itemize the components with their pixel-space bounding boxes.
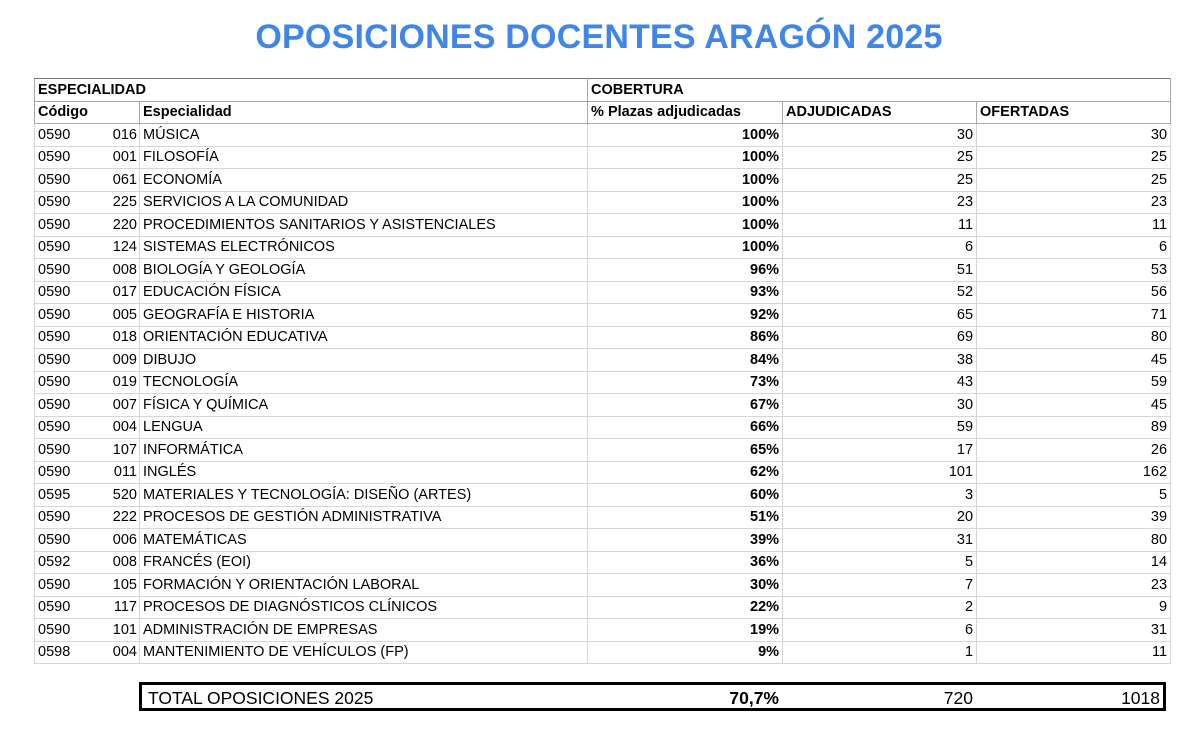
cell-especialidad: ECONOMÍA (140, 169, 588, 192)
cell-cuerpo: 0590 (35, 416, 104, 439)
cell-ofertadas: 162 (977, 461, 1171, 484)
cell-especialidad: FRANCÉS (EOI) (140, 551, 588, 574)
cell-cuerpo: 0590 (35, 259, 104, 282)
cell-adjudicadas: 3 (783, 484, 977, 507)
cell-cuerpo: 0595 (35, 484, 104, 507)
cell-pct: 30% (588, 574, 783, 597)
total-adjudicadas: 720 (943, 688, 973, 708)
cell-codigo: 018 (104, 326, 140, 349)
cell-ofertadas: 45 (977, 394, 1171, 417)
cell-pct: 39% (588, 529, 783, 552)
cell-ofertadas: 45 (977, 349, 1171, 372)
table-row (35, 529, 1171, 552)
cell-ofertadas: 71 (977, 304, 1171, 327)
cell-especialidad: FORMACIÓN Y ORIENTACIÓN LABORAL (140, 574, 588, 597)
cell-cuerpo: 0590 (35, 169, 104, 192)
cell-especialidad: TECNOLOGÍA (140, 371, 588, 394)
cell-pct: 100% (588, 169, 783, 192)
cell-cuerpo: 0590 (35, 461, 104, 484)
cell-pct: 100% (588, 146, 783, 169)
cell-codigo: 520 (104, 484, 140, 507)
cell-adjudicadas: 5 (783, 551, 977, 574)
cell-ofertadas: 11 (977, 641, 1171, 664)
cell-ofertadas: 31 (977, 619, 1171, 642)
cell-pct: 22% (588, 596, 783, 619)
cell-codigo: 006 (104, 529, 140, 552)
cell-ofertadas: 89 (977, 416, 1171, 439)
total-pct: 70,7% (729, 688, 779, 708)
table-row (35, 574, 1171, 597)
cell-pct: 92% (588, 304, 783, 327)
cell-pct: 100% (588, 191, 783, 214)
cell-codigo: 008 (104, 259, 140, 282)
table-row (35, 551, 1171, 574)
table-row (35, 641, 1171, 664)
table-row (35, 439, 1171, 462)
cell-codigo: 004 (104, 416, 140, 439)
cell-especialidad: LENGUA (140, 416, 588, 439)
cell-especialidad: INGLÉS (140, 461, 588, 484)
cell-pct: 62% (588, 461, 783, 484)
table-row (35, 281, 1171, 304)
cell-cuerpo: 0590 (35, 214, 104, 237)
cell-cuerpo: 0590 (35, 506, 104, 529)
cell-especialidad: ADMINISTRACIÓN DE EMPRESAS (140, 619, 588, 642)
col-codigo-header: Código (35, 101, 140, 124)
cell-especialidad: BIOLOGÍA Y GEOLOGÍA (140, 259, 588, 282)
cell-codigo: 004 (104, 641, 140, 664)
cell-especialidad: MANTENIMIENTO DE VEHÍCULOS (FP) (140, 641, 588, 664)
cell-codigo: 008 (104, 551, 140, 574)
cell-cuerpo: 0590 (35, 304, 104, 327)
cell-codigo: 101 (104, 619, 140, 642)
cell-especialidad: INFORMÁTICA (140, 439, 588, 462)
cell-codigo: 105 (104, 574, 140, 597)
cell-especialidad: FÍSICA Y QUÍMICA (140, 394, 588, 417)
table-row (35, 506, 1171, 529)
cell-codigo: 222 (104, 506, 140, 529)
cell-ofertadas: 25 (977, 146, 1171, 169)
table-body (35, 79, 1171, 664)
header-row-columns (35, 101, 1171, 124)
cell-adjudicadas: 11 (783, 214, 977, 237)
cell-adjudicadas: 38 (783, 349, 977, 372)
cell-ofertadas: 5 (977, 484, 1171, 507)
cell-ofertadas: 25 (977, 169, 1171, 192)
table-row (35, 394, 1171, 417)
cell-cuerpo: 0590 (35, 439, 104, 462)
cell-ofertadas: 80 (977, 326, 1171, 349)
cell-especialidad: FILOSOFÍA (140, 146, 588, 169)
cell-cuerpo: 0590 (35, 326, 104, 349)
cell-cuerpo: 0590 (35, 371, 104, 394)
cell-adjudicadas: 25 (783, 169, 977, 192)
col-pct-header: % Plazas adjudicadas (588, 101, 783, 124)
col-especialidad-header: Especialidad (140, 101, 588, 124)
table-row (35, 349, 1171, 372)
cell-especialidad: PROCEDIMIENTOS SANITARIOS Y ASISTENCIALES (140, 214, 588, 237)
cell-cuerpo: 0590 (35, 619, 104, 642)
cell-adjudicadas: 51 (783, 259, 977, 282)
cell-especialidad: DIBUJO (140, 349, 588, 372)
cell-especialidad: PROCESOS DE DIAGNÓSTICOS CLÍNICOS (140, 596, 588, 619)
cell-pct: 60% (588, 484, 783, 507)
total-row (139, 682, 1166, 711)
cell-pct: 96% (588, 259, 783, 282)
cell-ofertadas: 14 (977, 551, 1171, 574)
cell-pct: 100% (588, 236, 783, 259)
cell-especialidad: MATERIALES Y TECNOLOGÍA: DISEÑO (ARTES) (140, 484, 588, 507)
cell-codigo: 019 (104, 371, 140, 394)
cell-adjudicadas: 31 (783, 529, 977, 552)
cell-adjudicadas: 2 (783, 596, 977, 619)
cell-codigo: 001 (104, 146, 140, 169)
cell-codigo: 007 (104, 394, 140, 417)
cell-pct: 51% (588, 506, 783, 529)
cell-cuerpo: 0598 (35, 641, 104, 664)
cell-adjudicadas: 6 (783, 236, 977, 259)
cell-adjudicadas: 25 (783, 146, 977, 169)
cell-codigo: 016 (104, 124, 140, 147)
specialties-table (34, 78, 1171, 664)
cell-codigo: 017 (104, 281, 140, 304)
cell-adjudicadas: 69 (783, 326, 977, 349)
cell-adjudicadas: 6 (783, 619, 977, 642)
col-adjudicadas-header: ADJUDICADAS (783, 101, 977, 124)
cell-ofertadas: 6 (977, 236, 1171, 259)
cell-adjudicadas: 65 (783, 304, 977, 327)
table-row (35, 596, 1171, 619)
cell-pct: 9% (588, 641, 783, 664)
cell-especialidad: MÚSICA (140, 124, 588, 147)
cell-adjudicadas: 1 (783, 641, 977, 664)
cell-pct: 100% (588, 124, 783, 147)
cell-especialidad: MATEMÁTICAS (140, 529, 588, 552)
cell-adjudicadas: 7 (783, 574, 977, 597)
page-title: OPOSICIONES DOCENTES ARAGÓN 2025 (255, 18, 943, 56)
cell-cuerpo: 0590 (35, 146, 104, 169)
total-ofertadas: 1018 (1121, 688, 1160, 708)
cell-cuerpo: 0590 (35, 574, 104, 597)
cell-cuerpo: 0592 (35, 551, 104, 574)
col-ofertadas-header: OFERTADAS (977, 101, 1171, 124)
cell-cuerpo: 0590 (35, 349, 104, 372)
cell-pct: 86% (588, 326, 783, 349)
cell-codigo: 124 (104, 236, 140, 259)
cell-cuerpo: 0590 (35, 596, 104, 619)
cell-codigo: 225 (104, 191, 140, 214)
cell-codigo: 117 (104, 596, 140, 619)
cell-adjudicadas: 101 (783, 461, 977, 484)
cell-especialidad: ORIENTACIÓN EDUCATIVA (140, 326, 588, 349)
cell-adjudicadas: 20 (783, 506, 977, 529)
cell-ofertadas: 53 (977, 259, 1171, 282)
table-row (35, 619, 1171, 642)
cell-especialidad: SERVICIOS A LA COMUNIDAD (140, 191, 588, 214)
cell-codigo: 107 (104, 439, 140, 462)
cell-ofertadas: 23 (977, 574, 1171, 597)
cell-adjudicadas: 43 (783, 371, 977, 394)
cell-pct: 66% (588, 416, 783, 439)
cell-ofertadas: 56 (977, 281, 1171, 304)
table-row (35, 304, 1171, 327)
cell-ofertadas: 30 (977, 124, 1171, 147)
table-row (35, 191, 1171, 214)
cell-especialidad: GEOGRAFÍA E HISTORIA (140, 304, 588, 327)
cell-especialidad: SISTEMAS ELECTRÓNICOS (140, 236, 588, 259)
cell-adjudicadas: 59 (783, 416, 977, 439)
cell-cuerpo: 0590 (35, 394, 104, 417)
cell-adjudicadas: 52 (783, 281, 977, 304)
cell-cuerpo: 0590 (35, 191, 104, 214)
table-row (35, 169, 1171, 192)
group-cobertura-header: COBERTURA (588, 79, 1171, 102)
table-row (35, 146, 1171, 169)
table-row (35, 461, 1171, 484)
cell-pct: 67% (588, 394, 783, 417)
table-row (35, 484, 1171, 507)
group-especialidad-header: ESPECIALIDAD (35, 79, 588, 102)
cell-codigo: 009 (104, 349, 140, 372)
table-row (35, 416, 1171, 439)
cell-especialidad: EDUCACIÓN FÍSICA (140, 281, 588, 304)
cell-pct: 93% (588, 281, 783, 304)
cell-pct: 19% (588, 619, 783, 642)
cell-adjudicadas: 30 (783, 124, 977, 147)
cell-ofertadas: 26 (977, 439, 1171, 462)
cell-pct: 73% (588, 371, 783, 394)
cell-pct: 84% (588, 349, 783, 372)
cell-adjudicadas: 17 (783, 439, 977, 462)
cell-adjudicadas: 30 (783, 394, 977, 417)
cell-codigo: 011 (104, 461, 140, 484)
table-row (35, 326, 1171, 349)
cell-codigo: 005 (104, 304, 140, 327)
total-label: TOTAL OPOSICIONES 2025 (148, 688, 374, 708)
cell-ofertadas: 39 (977, 506, 1171, 529)
cell-ofertadas: 59 (977, 371, 1171, 394)
cell-pct: 36% (588, 551, 783, 574)
cell-especialidad: PROCESOS DE GESTIÓN ADMINISTRATIVA (140, 506, 588, 529)
cell-ofertadas: 80 (977, 529, 1171, 552)
table-row (35, 124, 1171, 147)
cell-ofertadas: 9 (977, 596, 1171, 619)
cell-cuerpo: 0590 (35, 236, 104, 259)
cell-adjudicadas: 23 (783, 191, 977, 214)
cell-cuerpo: 0590 (35, 281, 104, 304)
table-row (35, 236, 1171, 259)
header-row-groups (35, 79, 1171, 102)
cell-pct: 65% (588, 439, 783, 462)
cell-ofertadas: 11 (977, 214, 1171, 237)
cell-pct: 100% (588, 214, 783, 237)
table-row (35, 259, 1171, 282)
cell-codigo: 220 (104, 214, 140, 237)
cell-cuerpo: 0590 (35, 124, 104, 147)
cell-codigo: 061 (104, 169, 140, 192)
cell-ofertadas: 23 (977, 191, 1171, 214)
table-row (35, 371, 1171, 394)
table-row (35, 214, 1171, 237)
cell-cuerpo: 0590 (35, 529, 104, 552)
